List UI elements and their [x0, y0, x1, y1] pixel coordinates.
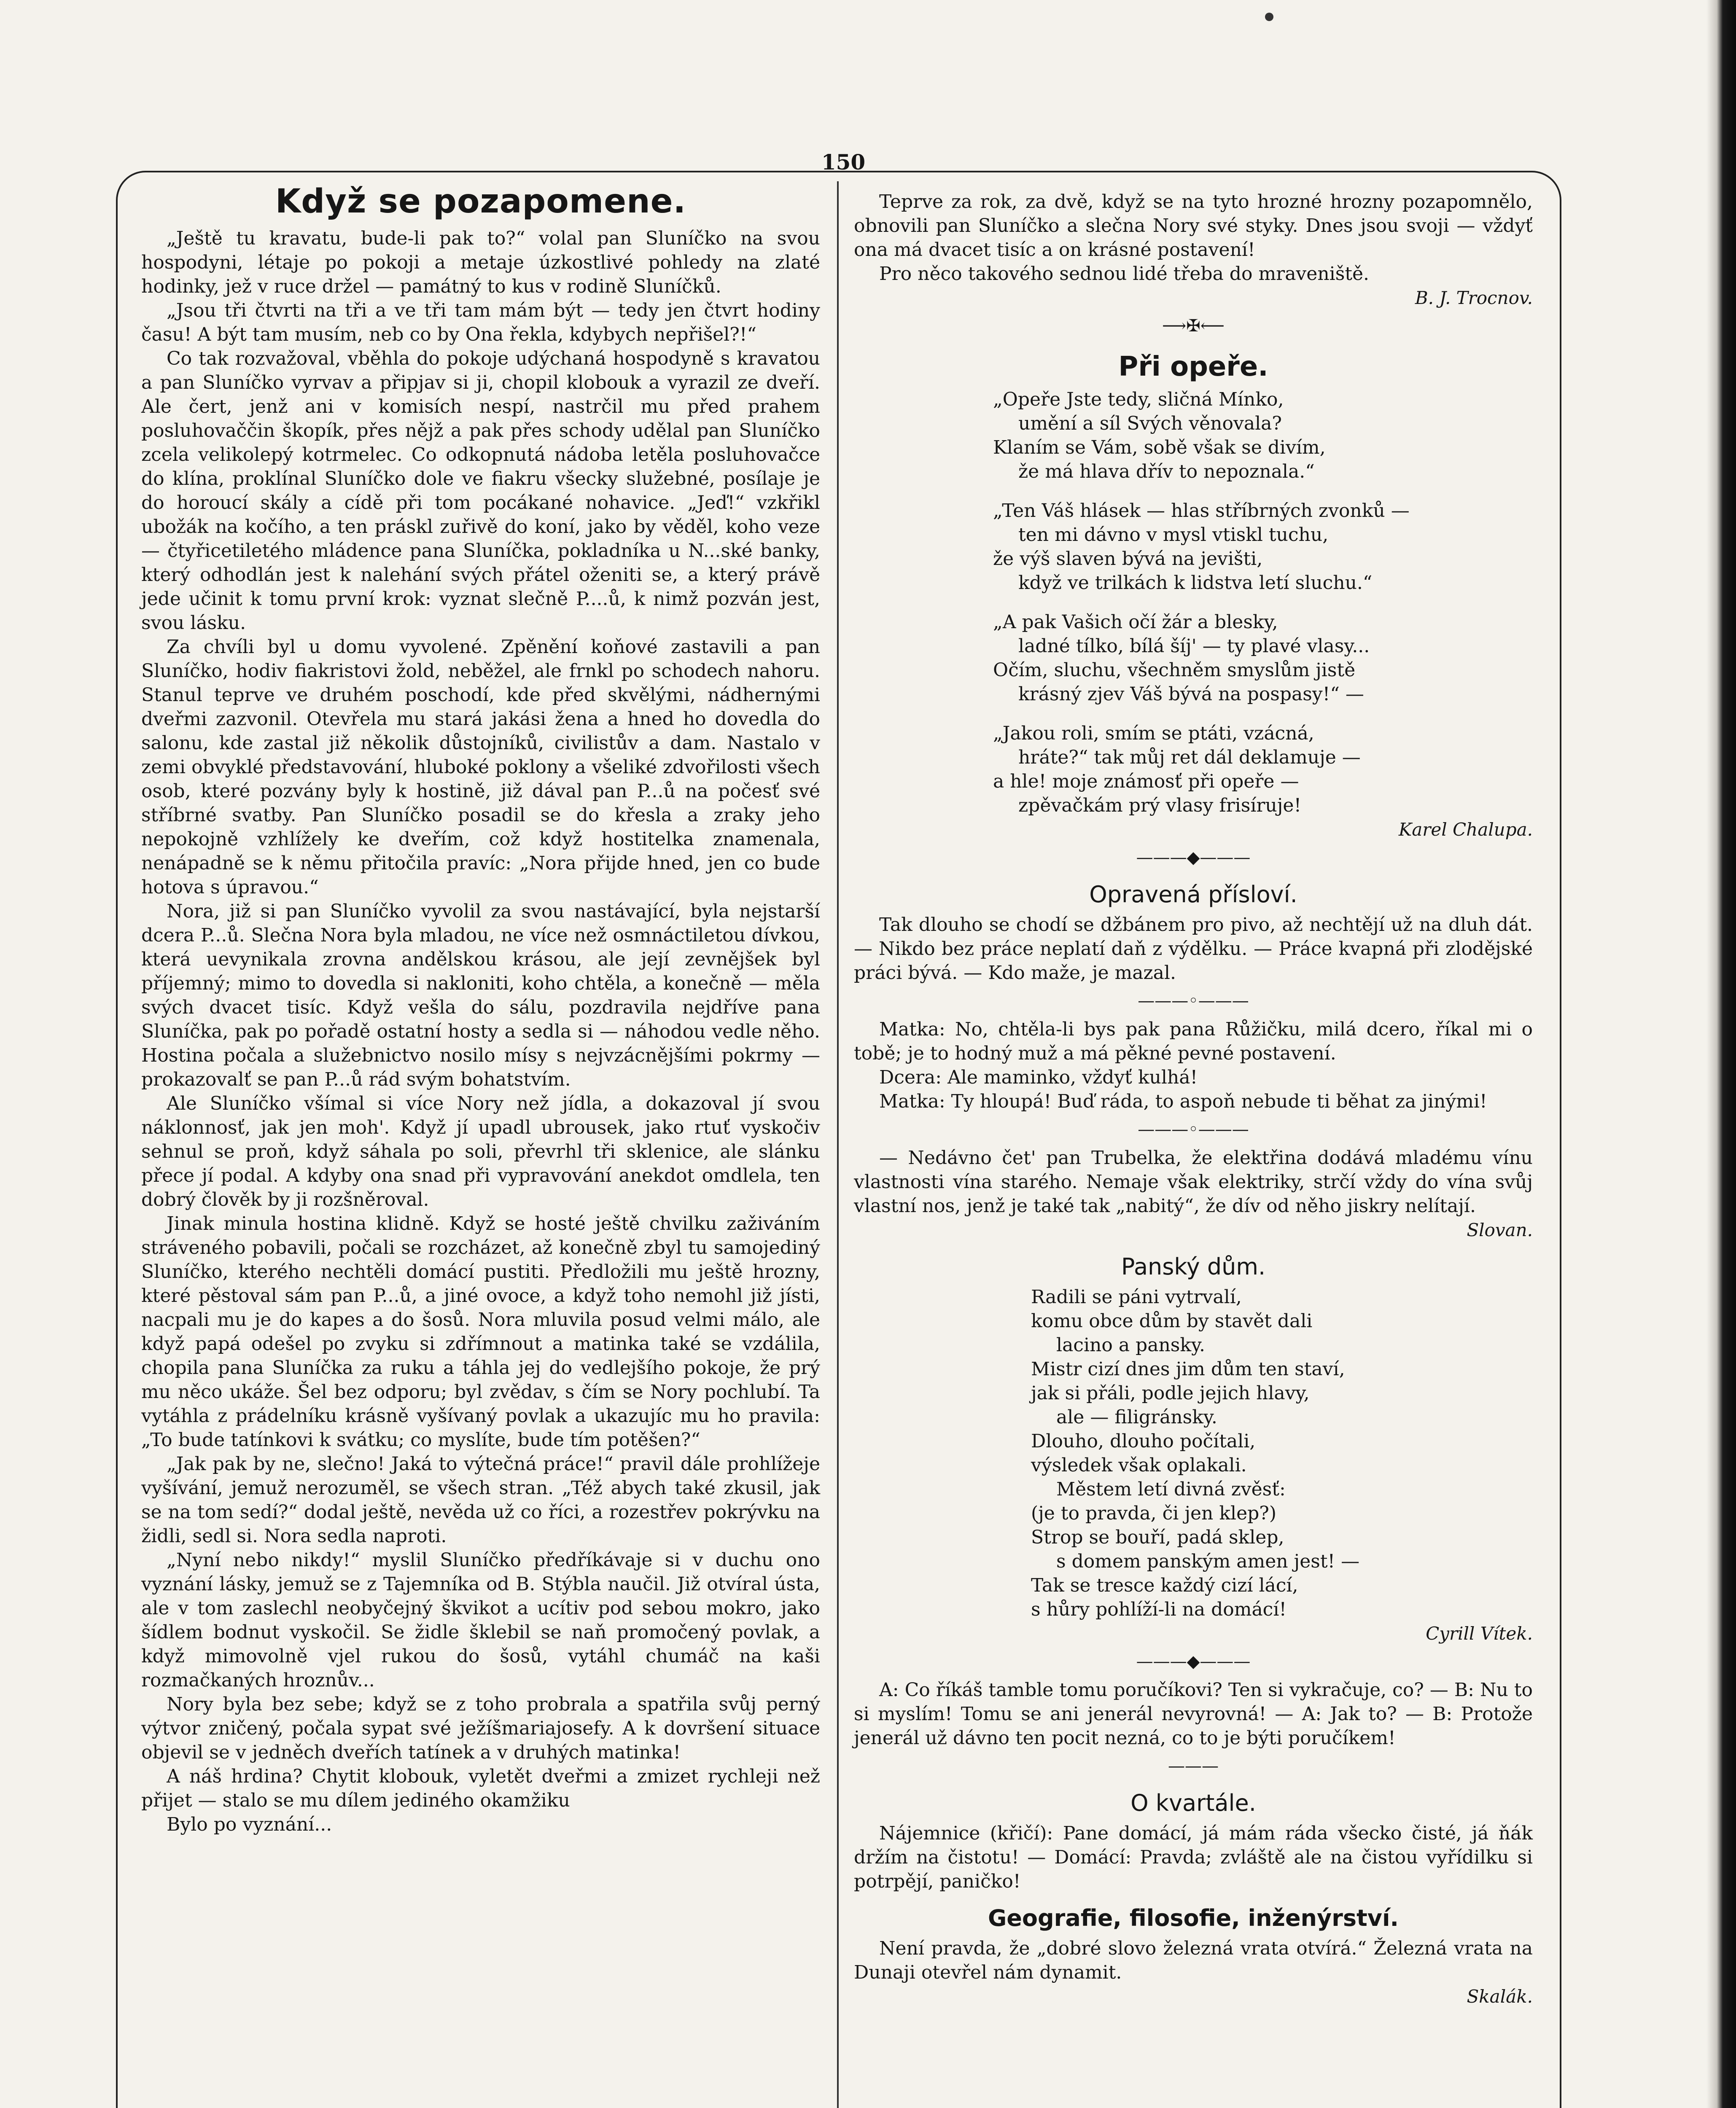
- verse-line: Klaním se Vám, sobě však se divím,: [993, 437, 1326, 458]
- verse-line: Tak se tresce každý cizí lácí,: [1031, 1575, 1298, 1596]
- story-paragraph: „Ještě tu kravatu, bude-li pak to?“ volal pan Sluníčko na svou hospodyni, létaje po pokoji a metaje úzkostlivé pohledy na zlaté hodinky, jež v ruce držel — památný to kus v rodině Sluníčků.: [141, 228, 820, 297]
- page-edge: [1706, 0, 1736, 2108]
- verse-line: krásný zjev Váš bývá na pospasy!“ —: [1018, 683, 1364, 705]
- story-paragraph: Co tak rozvažoval, vběhla do pokoje udýchaná hospodyně s kravatou a pan Sluníčko vyrvav a připjav si ji, chopil klobouk a vyrazil ze dveří. Ale čert, jenž ani v komisích nespí, nastrčil mu před prahem posluhovaččin škopík, přes nějž a pak přes schody udělal pan Sluníčko zcela velikolepý kotrmelec. Co odkopnutá nádoba letěla posluhovačce do klína, proklínal Sluníčko dole ve fiakru všecky služebné, posílaje je do horoucí skály a cídě při tom pocákané nohavice. „Jeď!“ vzkřikl ubožák na kočího, a ten práskl zuřivě do koní, jako by věděl, koho veze — čtyřicetiletého mládence pana Sluníčka, pokladníka u N...ské banky, který odhodlán jest k nalehání svých přátel oženiti se, a který právě jede učinit k tomu první krok: vyznat slečně P....ů, k nimž pozván jest, svou lásku.: [141, 348, 820, 634]
- verse-line: Radili se páni vytrvalí,: [1031, 1286, 1242, 1308]
- opera-stanza: [993, 387, 1533, 484]
- quarter-text: Nájemnice (křičí): Pane domácí, já mám ráda všecko čisté, já ňák držím na čistotu! — Domácí: Pravda; zvláště ale na čistou vyřídilku si potrpějí, paničko!: [854, 1823, 1533, 1892]
- ornament-divider: ———◆———: [1136, 848, 1251, 867]
- verse-line: „A pak Vašich očí žár a blesky,: [993, 611, 1278, 633]
- geo-author: Skalák.: [1467, 1986, 1533, 2007]
- house-author: Cyrill Vítek.: [1426, 1623, 1533, 1644]
- opera-title: Při opeře.: [1118, 351, 1268, 382]
- intro-paragraph: Teprve za rok, za dvě, když se na tyto hrozné hrozny pozapomnělo, obnovili pan Sluníčko a slečna Nory své styky. Dnes jsou svoji — vždyť ona má dvacet tisíc a on krásné postavení!: [854, 191, 1533, 261]
- quarter-title: O kvartále.: [1130, 1790, 1256, 1816]
- proverbs-text: Tak dlouho se chodí se džbánem pro pivo, až nechtějí už na dluh dát. — Nikdo bez práce neplatí daň z výdělku. — Práce kvapná při zlodějské práci bývá. — Kdo maže, je mazal.: [854, 914, 1533, 984]
- verse-line: „Ten Váš hlásek — hlas stříbrných zvonků —: [993, 500, 1410, 522]
- verse-line: zpěvačkám prý vlasy frisíruje!: [1018, 795, 1302, 816]
- geo-title: Geografie, filosofie, inženýrství.: [988, 1905, 1399, 1931]
- verse-line: (je to pravda, či jen klep?): [1031, 1503, 1277, 1524]
- verse-line: jak si přáli, podle jejich hlavy,: [1031, 1382, 1310, 1404]
- verse-line: ten mi dávno v mysl vtiskl tuchu,: [1018, 524, 1329, 546]
- geo-text: Není pravda, že „dobré slovo železná vrata otvírá.“ Železná vrata na Dunaji otevřel nám dynamit.: [854, 1938, 1533, 1983]
- verse-line: hráte?“ tak můj ret dál deklamuje —: [1018, 747, 1361, 768]
- house-title: Panský dům.: [1121, 1253, 1266, 1280]
- ornament-divider: ———: [1168, 1756, 1219, 1776]
- house-poem: [1031, 1285, 1533, 1621]
- opera-stanza: [993, 499, 1533, 595]
- ink-dot: [1265, 13, 1273, 21]
- left-column: [141, 183, 820, 1836]
- story-paragraph: Nory byla bez sebe; když se z toho probrala a spatřila svůj perný výtvor zničený, počala sypat své ježíšmariajosefy. A k dovršení situace objevil se v jedněch dveřích tatínek a v druhých matinka!: [141, 1694, 820, 1763]
- verse-line: komu obce dům by stavět dali: [1031, 1310, 1313, 1332]
- verse-line: výsledek však oplakali.: [1031, 1455, 1247, 1476]
- verse-line: Očím, sluchu, všechněm smyslům jistě: [993, 659, 1356, 681]
- electric-text: — Nedávno čet' pan Trubelka, že elektřina dodává mladému vínu vlastnosti vína starého. Nemaje však elektriky, strčí vždy do vína svůj vlastní nos, jenž je také tak „nabitý“, že dív od něho jiskry nelítají.: [854, 1147, 1533, 1217]
- verse-line: Mistr cizí dnes jim dům ten staví,: [1031, 1358, 1345, 1380]
- ornament-divider: ———◦———: [1138, 1120, 1249, 1139]
- story-title: Když se pozapomene.: [275, 183, 686, 220]
- verse-line: s domem panským amen jest! —: [1056, 1551, 1360, 1572]
- electric-author: Slovan.: [1467, 1220, 1533, 1240]
- story-paragraph: „Nyní nebo nikdy!“ myslil Sluníčko předříkávaje si v duchu ono vyznání lásky, jemuž se z Tajemníka od B. Stýbla naučil. Již otvíral ústa, ale v tom zaslechl neobyčejný škvikot a ucítiv pod sebou mokro, jako šídlem bodnut vyskočil. Se židle šklebil se naň promočený povlak, a když mimovolně vjel rukou do šosů, vytáhl chumáč na kaši rozmačkaných hroznův...: [141, 1549, 820, 1691]
- verse-line: Dlouho, dlouho počítali,: [1031, 1430, 1256, 1452]
- opera-author: Karel Chalupa.: [1398, 819, 1533, 840]
- verse-line: ale — filigránsky.: [1056, 1406, 1217, 1428]
- story-paragraph: „Jak pak by ne, slečno! Jaká to výtečná práce!“ pravil dále prohlížeje vyšívání, jemuž nerozuměl, se všech stran. „Též abych také zkusil, jak se na tom sedí?“ dodal ještě, nevěda už co říci, a rozestřev pokrývku na židli, sedl si. Nora sedla naproti.: [141, 1453, 820, 1547]
- verse-line: že má hlava dřív to nepoznala.“: [1018, 461, 1315, 482]
- ornament-divider: ⟶✠⟵: [1162, 316, 1225, 336]
- verse-line: Městem letí divná zvěsť:: [1056, 1479, 1286, 1500]
- verse-line: a hle! mojе známosť při opeře —: [993, 771, 1299, 792]
- dialogue-line: Matka: No, chtěla-li bys pak pana Růžičku, milá dcero, říkal mi o tobě; je to hodný muž a má pěkné pevné postavení.: [854, 1019, 1533, 1064]
- ornament-divider: ———◆———: [1136, 1652, 1251, 1671]
- story-paragraph: Jinak minula hostina klidně. Když se hosté ještě chvilku zaživáním stráveného pobavili, počali se rozcházet, až konečně zbyl tu samojediný Sluníčko, kterého nechtěli domácí pustiti. Předložili mu ještě hrozny, které pěstoval sám pan P...ů, a jiné ovoce, a když toho nemohl již jísti, nacpali mu je do kapes a do šosů. Nora mluvila posud velmi málo, ale když papá odešel po zvyku si zdřímnout a matinka také se vzdálila, chopila pana Sluníčka za ruku a táhla jej do vedlejšího pokoje, že prý mu něco ukáže. Šel bez odporu; byl zvědav, s čím se Nory pochlubí. Ta vytáhla z prádelníku krásně vyšívaný povlak a ukazujíc mu ho pravila: „To bude tatínkovi k svátku; co myslíte, bude tím potěšen?“: [141, 1213, 820, 1451]
- verse-line: když ve trilkách k lidstva letí sluchu.“: [1018, 572, 1373, 594]
- right-column: [854, 190, 1533, 2009]
- verse-line: „Jakou roli, smím se ptáti, vzácná,: [993, 723, 1314, 744]
- verse-line: „Opeře Jste tedy, sličná Mínko,: [993, 389, 1284, 410]
- dialogue-line: Matka: Ty hloupá! Buď ráda, to aspoň nebude ti běhat za jinými!: [879, 1091, 1487, 1112]
- verse-line: ladné tílko, bílá šíj' — ty plavé vlasy...: [1018, 635, 1370, 657]
- column-divider: [837, 181, 839, 2108]
- story-paragraph: Ale Sluníčko všímal si více Nory než jídla, a dokazoval jí svou náklonnosť, jak jen moh'. Když jí upadl ubrousek, jako rtuť vyskočiv sehnul se proň, když sáhala po soli, převrhl tři sklenice, ale slánku přece jí podal. A kdyby ona snad při vypravování anekdot omdlela, ten dobrý člověk by ji rozšněroval.: [141, 1093, 820, 1210]
- story-paragraph: A náš hrdina? Chytit klobouk, vyletět dveřmi a zmizet rychleji než přijet — stalo se mu dílem jediného okamžiku: [141, 1766, 820, 1811]
- page-number: 150: [821, 150, 866, 175]
- story-paragraph: „Jsou tři čtvrti na tři a ve tři tam mám být — tedy jen čtvrt hodiny času! A být tam musím, neb co by Ona řekla, kdybych nepřišel?!“: [141, 300, 820, 345]
- story-paragraph: Bylo po vyznání...: [167, 1814, 332, 1835]
- ornament-divider: ———◦———: [1138, 991, 1249, 1011]
- story-paragraph: Za chvíli byl u domu vyvolené. Zpěnění koňové zastavili a pan Sluníčko, hodiv fiakristovi žold, neběžel, ale frnkl po schodech nahoru. Stanul teprve ve druhém poschodí, kde před skvělými, nádhernými dveřmi zazvonil. Otevřela mu stará jakási žena a hned ho dovedla do salonu, kde zastal již několik důstojníků, civilistův a dam. Nastalo v zemi obvyklé představování, hluboké poklony a všeliké zdvořilosti všech osob, které pozvány byly k hostině, již dával pan P...ů na počesť své stříbrné svatby. Pan Sluníčko posadil se do křesla a zraky jeho nepokojně vzhlížely ke dveřím, což když hostitelka znamenala, nenápadně se k němu přitočila pravíc: „Nora přijde hned, jen co bude hotova s úpravou.“: [141, 636, 820, 898]
- verse-line: s hůry pohlíží-li na domácí!: [1031, 1599, 1287, 1620]
- proverbs-title: Opravená přísloví.: [1089, 881, 1297, 908]
- verse-line: že výš slaven bývá na jevišti,: [993, 548, 1263, 570]
- verse-line: lacino a pansky.: [1056, 1334, 1206, 1356]
- intro-paragraph: Pro něco takového sednou lidé třeba do mraveniště.: [879, 263, 1370, 285]
- story-paragraph: Nora, již si pan Sluníčko vyvolil za svou nastávající, byla nejstarší dcera P...ů. Slečna Nora byla mladou, ne více než osmnáctiletou dívkou, která uevynikala zrovna andělskou krásou, ale její zevnějšek byl příjemný; mimo to dovedla si nakloniti, koho chtěla, a konečně — měla svých dvacet tisíc. Když vešla do sálu, pozdravila nejdříve pana Sluníčka, pak po pořadě ostatní hosty a sedla si — náhodou vedle něho. Hostina počala a služebnictvo nosilo mísy s nejvzácnějšími pokrmy — prokazovalť se pan P...ů rád svým bohatstvím.: [141, 901, 820, 1090]
- verse-line: umění a síl Svých věnovala?: [1018, 413, 1282, 434]
- dialogue-line: Dcera: Ale maminko, vždyť kulhá!: [879, 1067, 1198, 1088]
- dialogue-ab: A: Co říkáš tamble tomu poručíkovi? Ten si vykračuje, co? — B: Nu to si myslím! Tomu se ani jenerál nevyrovná! — A: Jak to? — B: Protože jenerál už dávno ten pocit nezná, co to je býti poručíkem!: [854, 1679, 1533, 1749]
- opera-stanza: [993, 610, 1533, 706]
- verse-line: Strop se bouří, padá sklep,: [1031, 1527, 1284, 1548]
- intro-author: B. J. Trocnov.: [1415, 288, 1533, 308]
- opera-stanza: [993, 721, 1533, 817]
